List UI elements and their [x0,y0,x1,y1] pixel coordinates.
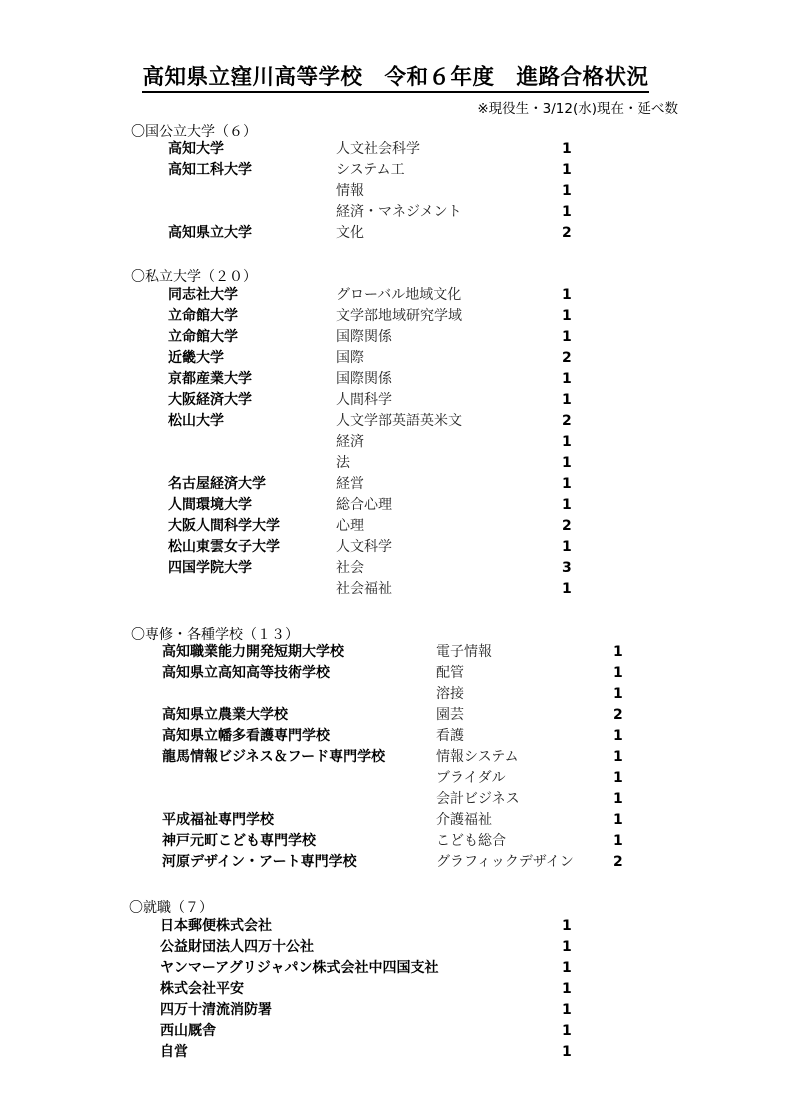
pass-count: 1 [613,686,623,702]
pass-count: 1 [562,329,572,345]
list-item [0,327,791,348]
list-item [0,852,791,873]
section-heading: 〇専修・各種学校（１３） [131,627,299,643]
pass-count: 1 [562,308,572,324]
institution-name: 四国学院大学 [168,560,252,576]
department-name: 電子情報 [436,644,492,660]
department-name: 会計ビジネス [436,791,520,807]
pass-count: 2 [562,225,572,241]
institution-name: 日本郵便株式会社 [160,918,272,934]
institution-name: 神戸元町こども専門学校 [162,833,316,849]
department-name: 社会 [336,560,364,576]
list-item [0,663,791,684]
list-item [0,979,791,1000]
institution-name: 大阪人間科学大学 [168,518,280,534]
pass-count: 2 [562,350,572,366]
pass-count: 2 [613,707,623,723]
department-name: 園芸 [436,707,464,723]
department-name: 総合心理 [336,497,392,513]
page-title [0,60,791,91]
section-heading: 〇私立大学（２０） [131,269,257,285]
list-item [0,495,791,516]
list-item [0,348,791,369]
pass-count: 1 [613,812,623,828]
pass-count: 1 [562,939,572,955]
pass-count: 1 [562,981,572,997]
pass-count: 1 [562,1044,572,1060]
list-item [0,684,791,705]
institution-name: 自営 [160,1044,188,1060]
pass-count: 1 [562,455,572,471]
institution-name: 株式会社平安 [160,981,244,997]
department-name: 国際関係 [336,371,392,387]
list-item [0,474,791,495]
department-name: 人間科学 [336,392,392,408]
department-name: 介護福祉 [436,812,492,828]
list-item [0,558,791,579]
pass-count: 1 [562,183,572,199]
institution-name: 同志社大学 [168,287,238,303]
institution-name: 西山厩舎 [160,1023,216,1039]
list-item [0,642,791,663]
list-item [0,831,791,852]
department-name: 文化 [336,225,364,241]
list-item [0,810,791,831]
department-name: 人文社会科学 [336,141,420,157]
department-name: 経済 [336,434,364,450]
list-item [0,768,791,789]
pass-count: 1 [613,833,623,849]
section-heading: 〇就職（７） [129,900,213,916]
institution-name: 立命館大学 [168,308,238,324]
department-name: 国際関係 [336,329,392,345]
pass-count: 1 [613,791,623,807]
department-name: 人文科学 [336,539,392,555]
list-item [0,789,791,810]
pass-count: 1 [562,434,572,450]
list-item [0,139,791,160]
department-name: グラフィックデザイン [436,854,574,870]
pass-count: 1 [562,960,572,976]
pass-count: 1 [613,728,623,744]
pass-count: 1 [562,1002,572,1018]
department-name: 心理 [336,518,364,534]
pass-count: 1 [562,1023,572,1039]
institution-name: 大阪経済大学 [168,392,252,408]
institution-name: 公益財団法人四万十公社 [160,939,314,955]
list-item [0,285,791,306]
list-item [0,453,791,474]
department-name: 配管 [436,665,464,681]
institution-name: 人間環境大学 [168,497,252,513]
department-name: 法 [336,455,350,471]
pass-count: 2 [613,854,623,870]
list-item [0,160,791,181]
pass-count: 1 [613,665,623,681]
institution-name: 近畿大学 [168,350,224,366]
pass-count: 1 [613,749,623,765]
list-item [0,432,791,453]
institution-name: 高知県立大学 [168,225,252,241]
institution-name: 高知県立農業大学校 [162,707,288,723]
list-item [0,1021,791,1042]
pass-count: 1 [562,476,572,492]
department-name: システム工 [336,162,405,178]
list-item [0,579,791,600]
pass-count: 1 [562,141,572,157]
list-item [0,411,791,432]
pass-count: 1 [613,644,623,660]
list-item [0,705,791,726]
pass-count: 3 [562,560,572,576]
department-name: 文学部地域研究学域 [336,308,462,324]
list-item [0,390,791,411]
institution-name: 高知大学 [168,141,224,157]
list-item [0,537,791,558]
department-name: 人文学部英語英米文 [336,413,462,429]
department-name: 情報 [336,183,364,199]
pass-count: 1 [562,392,572,408]
department-name: 経営 [336,476,364,492]
list-item [0,916,791,937]
list-item [0,516,791,537]
section-heading: 〇国公立大学（６） [131,124,257,140]
list-item [0,369,791,390]
pass-count: 1 [562,539,572,555]
pass-count: 1 [562,918,572,934]
institution-name: 高知県立高知高等技術学校 [162,665,330,681]
institution-name: 平成福祉専門学校 [162,812,274,828]
list-item [0,726,791,747]
department-name: 看護 [436,728,464,744]
list-item [0,306,791,327]
institution-name: 龍馬情報ビジネス＆フード専門学校 [162,749,386,765]
list-item [0,747,791,768]
pass-count: 1 [562,162,572,178]
institution-name: 名古屋経済大学 [168,476,266,492]
institution-name: ヤンマーアグリジャパン株式会社中四国支社 [160,960,439,976]
pass-count: 1 [562,287,572,303]
institution-name: 高知職業能力開発短期大学校 [162,644,344,660]
pass-count: 1 [562,581,572,597]
department-name: グローバル地域文化 [336,287,462,303]
pass-count: 1 [562,371,572,387]
department-name: こども総合 [436,833,506,849]
pass-count: 1 [562,204,572,220]
department-name: 経済・マネジメント [336,204,462,220]
institution-name: 京都産業大学 [168,371,252,387]
institution-name: 松山大学 [168,413,224,429]
institution-name: 松山東雲女子大学 [168,539,280,555]
institution-name: 四万十清流消防署 [160,1002,272,1018]
institution-name: 高知工科大学 [168,162,252,178]
institution-name: 河原デザイン・アート専門学校 [162,854,357,870]
list-item [0,181,791,202]
pass-count: 1 [613,770,623,786]
department-name: ブライダル [436,770,506,786]
list-item [0,958,791,979]
page-title-text: 高知県立窪川高等学校 令和６年度 進路合格状況 [142,65,648,93]
list-item [0,202,791,223]
list-item [0,223,791,244]
pass-count: 1 [562,497,572,513]
pass-count: 2 [562,413,572,429]
department-name: 情報システム [436,749,519,765]
list-item [0,1000,791,1021]
list-item [0,937,791,958]
department-name: 溶接 [436,686,464,702]
pass-count: 2 [562,518,572,534]
list-item [0,1042,791,1063]
status-note: ※現役生・3/12(水)現在・延べ数 [477,101,678,117]
department-name: 社会福祉 [336,581,392,597]
department-name: 国際 [336,350,364,366]
institution-name: 高知県立幡多看護専門学校 [162,728,330,744]
institution-name: 立命館大学 [168,329,238,345]
